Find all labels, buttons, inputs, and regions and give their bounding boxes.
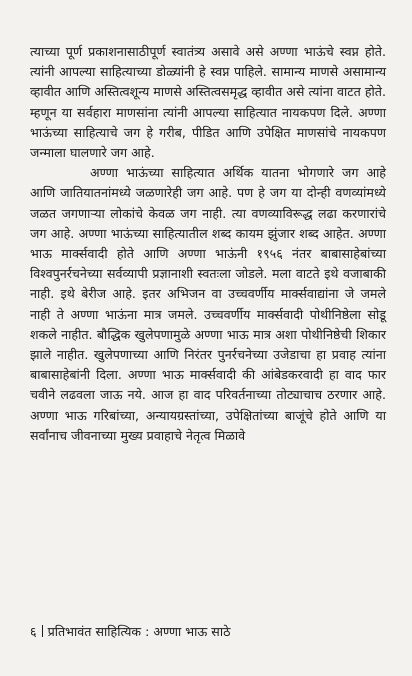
paragraph-1: त्याच्या पूर्ण प्रकाशनासाठीपूर्ण स्वातंत्र्य असावे असे अण्णा भाऊंचे स्वप्न होते. त्यांनी आपल्या साहित्याच्या डोळ्यांनी हे स्वप्न पाहिले. सामान्य माणसे असामान्य व्हावीत आणि अस्तित्वशून्य माणसे अस्तित्वसमृद्ध व्हावीत असे त्यांना वाटत होते. म्हणून या सर्वहारा माणसांना त्यांनी आपल्या साहित्यात नायकपण दिले. अण्णा भाऊंच्या साहित्याचे जग हे गरीब, पीडित आणि उपेक्षित माणसांचे नायकपण जन्माला घालणारे जग आहे. xyxy=(30,44,386,161)
paragraph-2: अण्णा भाऊंच्या साहित्यात अर्थिक यातना भोगणारे जग आहे आणि जातियातनांमध्ये जळणारेही जग आहे. पण हे जग या दोन्ही वणव्यांमध्ये जळत जगणाऱ्या लोकांचे केवळ जग नाही. त्या वणव्याविरूद्ध लढा करणारांचे जग आहे. अण्णा भाऊंच्या साहित्यातील शब्द कायम झुंजार शब्द आहेत. अण्णा भाऊ मार्क्सवादी होते आणि अण्णा भाऊंनी १९५६ नंतर बाबासाहेबांच्या विश्वपुनर्रचनेच्या सर्वव्यापी प्रज्ञानाशी स्वतःला जोडले. मला वाटते इथे वजाबाकी नाही. इथे बेरीज आहे. इतर अभिजन वा उच्चवर्णीय मार्क्सवाद्यांना जे जमले नाही ते अण्णा भाऊंना मात्र जमले. उच्चवर्णीय मार्क्सवादी पोथीनिष्ठेला सोडू शकले नाहीत. बौद्धिक खुलेपणामुळे अण्णा भाऊ मात्र अशा पोथीनिष्ठेची शिकार झाले नाहीत. खुलेपणाच्या आणि निरंतर पुनर्रचनेच्या उजेडाचा हा प्रवाह त्यांना बाबासाहेबांनी दिला. अण्णा भाऊ मार्क्सवादी की आंबेडकरवादी हा वाद फार चवीने लढवला जाऊ नये. आज हा वाद परिवर्तनाच्या तोट्याचाच ठरणार आहे. अण्णा भाऊ गरिबांच्या, अन्यायग्रस्तांच्या, उपेक्षितांच्या बाजूंचे होते आणि या सर्वांनाच जीवनाच्या मुख्य प्रवाहाचे नेतृत्व मिळावे xyxy=(30,165,386,443)
page-footer xyxy=(30,622,386,642)
running-title: प्रतिभावंत साहित्यिक : अण्णा भाऊ साठे xyxy=(47,624,231,639)
footer-divider xyxy=(42,625,43,637)
page-body xyxy=(30,42,386,446)
page-number: ६ xyxy=(30,624,37,639)
